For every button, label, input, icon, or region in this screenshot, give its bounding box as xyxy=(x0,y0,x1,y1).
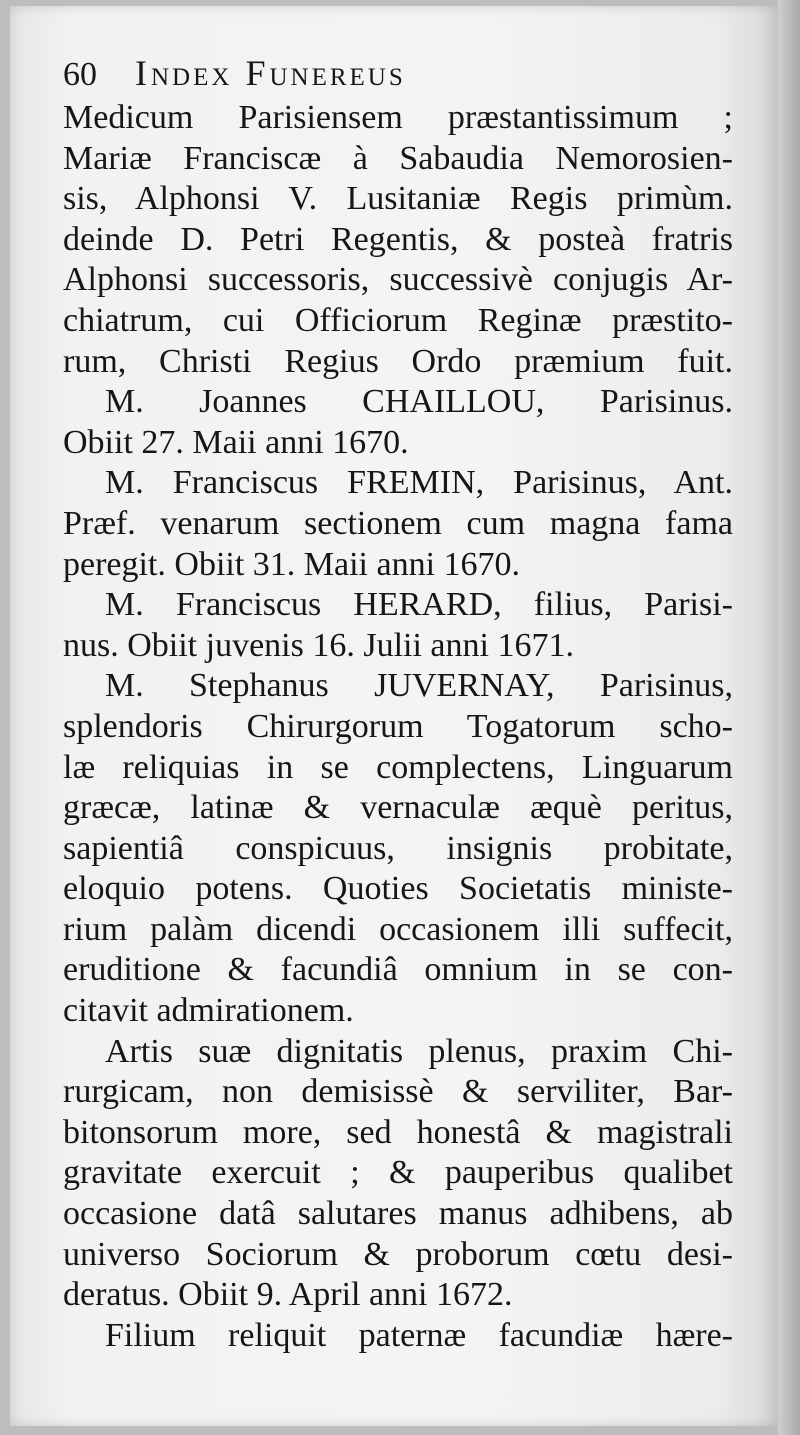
running-title: INDEX FUNEREUS xyxy=(135,53,406,93)
text-line: rum, Christi Regius Ordo præmium fuit. xyxy=(63,342,733,380)
text-line: peregit. Obiit 31. Maii anni 1670. xyxy=(63,545,521,583)
page-number: 60 xyxy=(63,56,97,93)
text-line: deinde D. Petri Regentis, & posteà fratris xyxy=(63,220,733,258)
running-head xyxy=(63,48,733,98)
text-line: gravitate exercuit ; & pauperibus qualibet xyxy=(63,1154,733,1192)
text-line: M. Franciscus HERARD, filius, Parisi- xyxy=(105,586,733,624)
body-text xyxy=(63,98,733,1356)
text-line: eloquio potens. Quoties Societatis ministe- xyxy=(63,870,733,908)
text-line: Artis suæ dignitatis plenus, praxim Chi- xyxy=(105,1032,733,1070)
text-line: rium palàm dicendi occasionem illi suffecit, xyxy=(63,910,733,948)
text-line: Præf. venarum sectionem cum magna fama xyxy=(63,504,733,542)
text-line: Obiit 27. Maii anni 1670. xyxy=(63,423,409,461)
text-line: sis, Alphonsi V. Lusitaniæ Regis primùm. xyxy=(63,180,733,218)
text-line: splendoris Chirurgorum Togatorum scho- xyxy=(63,707,733,745)
text-line: Filium reliquit paternæ facundiæ hære- xyxy=(105,1316,733,1354)
text-line: citavit admirationem. xyxy=(63,992,354,1030)
text-line: sapientiâ conspicuus, insignis probitate, xyxy=(63,829,733,867)
text-line: eruditione & facundiâ omnium in se con- xyxy=(63,951,733,989)
text-line: Medicum Parisiensem præstantissimum ; xyxy=(63,99,733,136)
text-line: Mariæ Franciscæ à Sabaudia Nemorosien- xyxy=(63,139,733,177)
text-line: chiatrum, cui Officiorum Reginæ præstito- xyxy=(63,301,733,339)
text-line: deratus. Obiit 9. April anni 1672. xyxy=(63,1276,513,1314)
page-gutter-shadow xyxy=(778,0,800,1435)
text-line: bitonsorum more, sed honestâ & magistrali xyxy=(63,1113,733,1151)
text-line: nus. Obiit juvenis 16. Julii anni 1671. xyxy=(63,626,574,664)
text-line: Alphonsi successoris, successivè conjugis Ar- xyxy=(63,261,733,299)
text-line: M. Franciscus FREMIN, Parisinus, Ant. xyxy=(105,464,733,502)
text-line: M. Stephanus JUVERNAY, Parisinus, xyxy=(105,667,733,705)
text-line: M. Joannes CHAILLOU, Parisinus. xyxy=(105,383,733,421)
page-text-block xyxy=(63,48,733,1356)
text-line: læ reliquias in se complectens, Linguarum xyxy=(63,748,733,786)
text-line: universo Sociorum & proborum cœtu desi- xyxy=(63,1235,733,1273)
text-line: rurgicam, non demisissè & serviliter, Bar- xyxy=(63,1073,733,1111)
text-line: græcæ, latinæ & vernaculæ æquè peritus, xyxy=(63,789,733,827)
text-line: occasione datâ salutares manus adhibens, ab xyxy=(63,1195,733,1233)
